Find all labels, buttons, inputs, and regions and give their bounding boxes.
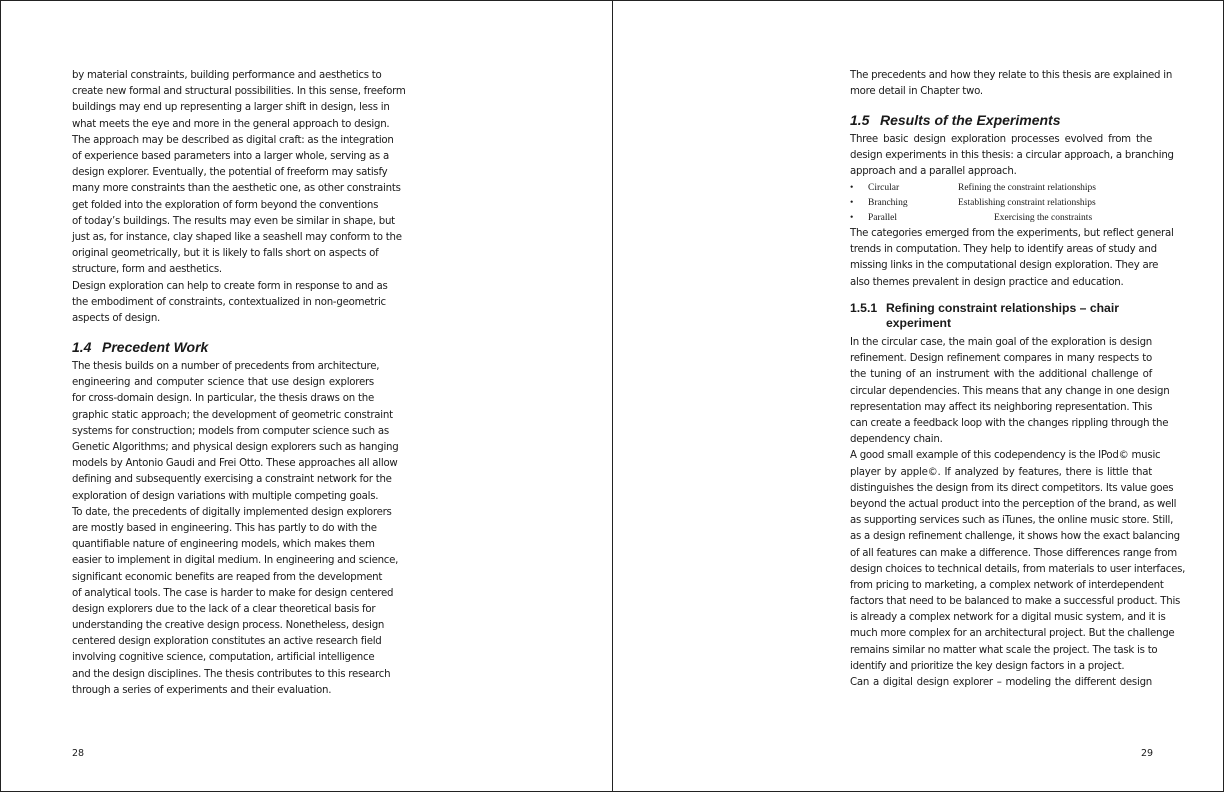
bullet-item bbox=[850, 211, 1152, 226]
section-heading bbox=[850, 111, 1152, 129]
paragraph bbox=[72, 359, 399, 505]
text-line: can create a feedback loop with the changes rippling through the bbox=[850, 417, 1169, 429]
text-line: refinement. Design refinement compares in many respects to bbox=[850, 353, 1152, 365]
bullet-icon: • bbox=[850, 183, 854, 193]
bullet-icon: • bbox=[850, 198, 854, 208]
text-line: player by apple©. If analyzed by features, there is little that bbox=[850, 466, 1152, 478]
text-line: design choices to technical details, from materials to user interfaces, bbox=[850, 563, 1186, 575]
subsection-number: 1.5.1 bbox=[850, 301, 878, 315]
text-line: what meets the eye and more in the general approach to design. bbox=[72, 118, 390, 130]
text-line: engineering and computer science that use design explorers bbox=[72, 377, 374, 389]
text-line: design explorers due to the lack of a clear theoretical basis for bbox=[72, 603, 376, 615]
text-line: The approach may be described as digital craft: as the integration bbox=[72, 134, 394, 146]
paragraph bbox=[850, 448, 1186, 675]
text-line: get folded into the exploration of form beyond the conventions bbox=[72, 199, 379, 211]
text-line: of experience based parameters into a larger whole, serving as a bbox=[72, 150, 389, 162]
text-line: significant economic benefits are reaped from the development bbox=[72, 571, 383, 583]
paragraph bbox=[850, 132, 1174, 181]
text-line: is already a complex network for a digital music system, and it is bbox=[850, 612, 1166, 624]
text-line: representation may affect its neighboring representation. This bbox=[850, 401, 1153, 413]
text-line: To date, the precedents of digitally implemented design explorers bbox=[72, 506, 392, 518]
paragraph bbox=[72, 279, 388, 328]
bullet-list bbox=[850, 181, 1152, 226]
text-line: buildings may end up representing a larger shift in design, less in bbox=[72, 102, 390, 114]
paragraph bbox=[72, 68, 406, 278]
text-line: understanding the creative design process. Nonetheless, design bbox=[72, 620, 385, 632]
text-line: dependency chain. bbox=[850, 434, 943, 446]
text-line: through a series of experiments and their evaluation. bbox=[72, 684, 332, 696]
subsection-title-continued: experiment bbox=[886, 315, 952, 330]
text-line: defining and subsequently exercising a constraint network for the bbox=[72, 474, 392, 486]
page-number: 29 bbox=[1141, 748, 1154, 759]
text-line: original geometrically, but it is likely to falls short on aspects of bbox=[72, 248, 379, 260]
text-line: easier to implement in digital medium. In engineering and science, bbox=[72, 555, 399, 567]
text-line: aspects of design. bbox=[72, 312, 161, 324]
text-line: circular dependencies. This means that any change in one design bbox=[850, 385, 1170, 397]
section-heading bbox=[72, 338, 374, 356]
section-number: 1.4 bbox=[72, 339, 92, 355]
text-line: beyond the actual product into the perception of the brand, as well bbox=[850, 498, 1177, 510]
text-line: design explorer. Eventually, the potential of freeform may satisfy bbox=[72, 167, 388, 179]
text-line: factors that need to be balanced to make a successful product. This bbox=[850, 596, 1181, 608]
bullet-description: Exercising the constraints bbox=[994, 213, 1093, 223]
text-line: structure, form and aesthetics. bbox=[72, 264, 222, 276]
paragraph bbox=[72, 505, 399, 699]
text-line: are mostly based in engineering. This has partly to do with the bbox=[72, 522, 377, 534]
text-line: The categories emerged from the experiments, but reflect general bbox=[850, 228, 1174, 239]
subsection-title: Refining constraint relationships – chair bbox=[886, 301, 1119, 315]
text-line: The precedents and how they relate to this thesis are explained in bbox=[850, 70, 1173, 81]
subsection-heading bbox=[850, 301, 1152, 330]
page-gutter-divider bbox=[612, 0, 613, 792]
bullet-term: Parallel bbox=[868, 213, 898, 223]
text-line: quantifiable nature of engineering models, which makes them bbox=[72, 539, 375, 551]
text-line: trends in computation. They help to identify areas of study and bbox=[850, 244, 1157, 256]
text-line: systems for construction; models from computer science such as bbox=[72, 425, 389, 437]
bullet-term: Circular bbox=[868, 183, 900, 193]
text-line: graphic static approach; the development of geometric constraint bbox=[72, 409, 393, 421]
section-title: Precedent Work bbox=[102, 339, 209, 355]
text-line: more detail in Chapter two. bbox=[850, 86, 983, 98]
text-line: design experiments in this thesis: a circular approach, a branching bbox=[850, 150, 1174, 162]
text-line: A good small example of this codependency is the IPod© music bbox=[850, 450, 1161, 462]
text-line: of analytical tools. The case is harder to make for design centered bbox=[72, 587, 394, 599]
text-line: The thesis builds on a number of precedents from architecture, bbox=[72, 361, 380, 372]
paragraph bbox=[850, 226, 1174, 291]
paragraph bbox=[850, 335, 1170, 448]
text-line: centered design exploration constitutes an active research field bbox=[72, 636, 382, 648]
text-line: for cross-domain design. In particular, the thesis draws on the bbox=[72, 393, 374, 405]
text-line: as supporting services such as iTunes, the online music store. Still, bbox=[850, 515, 1174, 527]
text-line: approach and a parallel approach. bbox=[850, 166, 1017, 178]
text-line: as a design refinement challenge, it shows how the exact balancing bbox=[850, 531, 1180, 543]
text-line: Three basic design exploration processes evolved from the bbox=[850, 134, 1152, 145]
text-line: and the design disciplines. The thesis contributes to this research bbox=[72, 668, 391, 680]
text-line: the embodiment of constraints, contextualized in non-geometric bbox=[72, 296, 386, 308]
text-line: identify and prioritize the key design factors in a project. bbox=[850, 660, 1125, 672]
text-line: remains similar no matter what scale the project. The task is to bbox=[850, 644, 1158, 656]
text-line: much more complex for an architectural project. But the challenge bbox=[850, 628, 1175, 640]
bullet-item bbox=[850, 181, 1152, 196]
bullet-term: Branching bbox=[868, 198, 908, 208]
text-line: exploration of design variations with multiple competing goals. bbox=[72, 490, 379, 502]
paragraph bbox=[850, 675, 1152, 691]
text-line: of all features can make a difference. Those differences range from bbox=[850, 547, 1177, 559]
section-number: 1.5 bbox=[850, 112, 870, 128]
text-line: missing links in the computational design exploration. They are bbox=[850, 260, 1159, 272]
text-line: Can a digital design explorer – modeling the different design bbox=[850, 677, 1152, 689]
text-line: just as, for instance, clay shaped like a seashell may conform to the bbox=[72, 231, 402, 243]
text-line: involving cognitive science, computation, artificial intelligence bbox=[72, 652, 375, 664]
page-number: 28 bbox=[72, 748, 85, 759]
text-line: many more constraints than the aesthetic one, as other constraints bbox=[72, 183, 401, 195]
text-line: from pricing to marketing, a complex network of interdependent bbox=[850, 579, 1164, 591]
text-line: create new formal and structural possibilities. In this sense, freeform bbox=[72, 86, 406, 98]
text-line: Design exploration can help to create form in response to and as bbox=[72, 280, 388, 292]
text-line: distinguishes the design from its direct competitors. Its value goes bbox=[850, 482, 1174, 494]
paragraph bbox=[850, 68, 1173, 100]
section-title: Results of the Experiments bbox=[880, 112, 1061, 128]
bullet-icon: • bbox=[850, 213, 854, 223]
text-line: In the circular case, the main goal of the exploration is design bbox=[850, 337, 1152, 348]
bullet-item bbox=[850, 196, 1152, 211]
text-line: the tuning of an instrument with the additional challenge of bbox=[850, 369, 1152, 381]
text-line: also themes prevalent in design practice and education. bbox=[850, 276, 1124, 288]
bullet-description: Establishing constraint relationships bbox=[958, 198, 1096, 208]
text-line: by material constraints, building performance and aesthetics to bbox=[72, 70, 382, 81]
bullet-description: Refining the constraint relationships bbox=[958, 183, 1096, 193]
text-line: of today’s buildings. The results may even be similar in shape, but bbox=[72, 215, 395, 227]
text-line: models by Antonio Gaudi and Frei Otto. These approaches all allow bbox=[72, 458, 398, 470]
text-line: Genetic Algorithms; and physical design explorers such as hanging bbox=[72, 441, 399, 453]
